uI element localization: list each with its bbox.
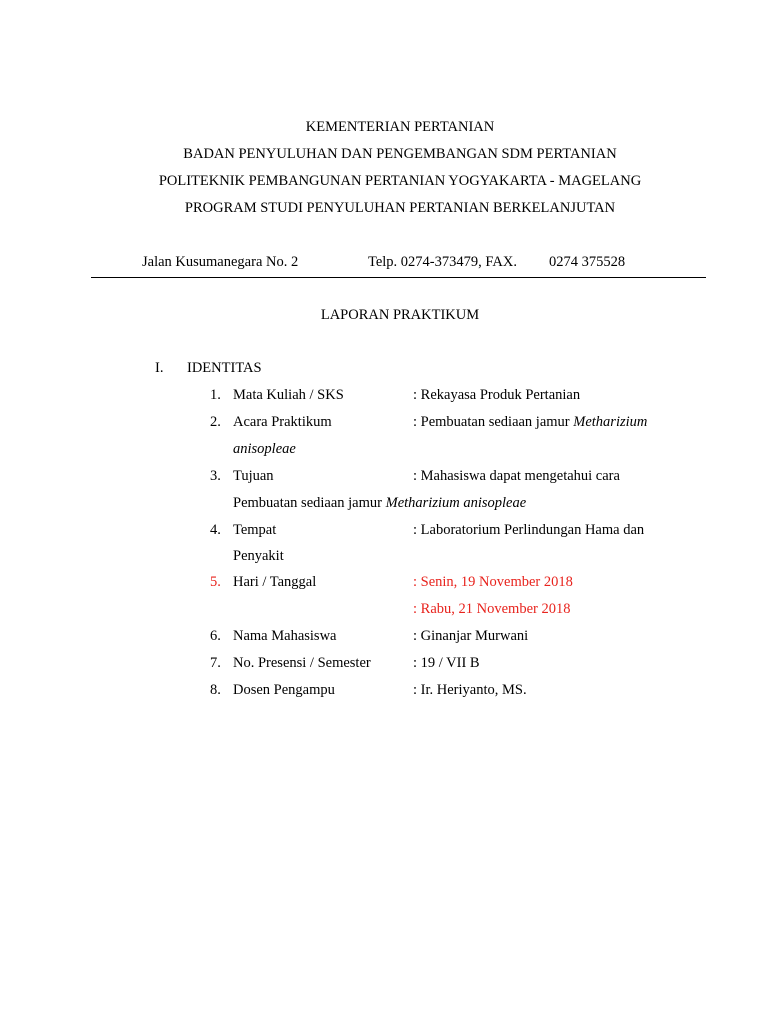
objective-species: Metharizium anisopleae: [385, 495, 527, 511]
item-value-date-1: : Senin, 19 November 2018: [413, 574, 573, 590]
item-label-course: Mata Kuliah / SKS: [233, 387, 344, 403]
item-label-activity: Acara Praktikum: [233, 414, 332, 430]
item-value-date-2: : Rabu, 21 November 2018: [413, 601, 571, 617]
header-divider: [91, 277, 706, 278]
item-number: 3.: [210, 468, 221, 484]
item-value-place-continuation: Penyakit: [233, 548, 284, 564]
item-value-activity-text: : Pembuatan sediaan jamur: [413, 414, 574, 430]
item-number: 2.: [210, 414, 221, 430]
header-address: Jalan Kusumanegara No. 2: [142, 254, 299, 270]
header-ministry: KEMENTERIAN PERTANIAN: [305, 119, 495, 135]
item-value-objective-continuation: [233, 495, 526, 512]
item-value-activity: [413, 414, 647, 431]
item-label-date: Hari / Tanggal: [233, 574, 317, 590]
item-number: 1.: [210, 387, 221, 403]
section-heading: IDENTITAS: [187, 360, 262, 376]
item-value-place: : Laboratorium Perlindungan Hama dan: [413, 522, 645, 538]
item-value-lecturer: : Ir. Heriyanto, MS.: [413, 682, 527, 698]
item-value-objective: : Mahasiswa dapat mengetahui cara: [413, 468, 620, 484]
item-value-activity-continuation: [233, 441, 296, 458]
item-label-lecturer: Dosen Pengampu: [233, 682, 335, 698]
item-number: 7.: [210, 655, 221, 671]
item-value-student: : Ginanjar Murwani: [413, 628, 529, 644]
header-phone: Telp. 0274-373479, FAX.: [368, 254, 517, 270]
item-number: 6.: [210, 628, 221, 644]
item-label-objective: Tujuan: [233, 468, 274, 484]
item-label-attendance: No. Presensi / Semester: [233, 655, 371, 671]
header-agency: BADAN PENYULUHAN DAN PENGEMBANGAN SDM PERTANIAN: [183, 146, 617, 162]
item-label-place: Tempat: [233, 522, 277, 538]
item-number: 5.: [210, 574, 221, 590]
report-title: LAPORAN PRAKTIKUM: [320, 307, 480, 323]
item-label-student: Nama Mahasiswa: [233, 628, 337, 644]
section-numeral: I.: [155, 360, 164, 376]
item-value-activity-species: Metharizium: [573, 414, 648, 430]
item-value-attendance: : 19 / VII B: [413, 655, 480, 671]
header-program: PROGRAM STUDI PENYULUHAN PERTANIAN BERKELANJUTAN: [184, 200, 616, 216]
objective-continuation-text: Pembuatan sediaan jamur: [233, 495, 386, 511]
header-institution: POLITEKNIK PEMBANGUNAN PERTANIAN YOGYAKARTA - MAGELANG: [158, 173, 642, 189]
species-epithet: anisopleae: [233, 441, 296, 457]
item-number: 8.: [210, 682, 221, 698]
header-fax: 0274 375528: [549, 254, 626, 270]
item-number: 4.: [210, 522, 221, 538]
item-value-course: : Rekayasa Produk Pertanian: [413, 387, 581, 403]
